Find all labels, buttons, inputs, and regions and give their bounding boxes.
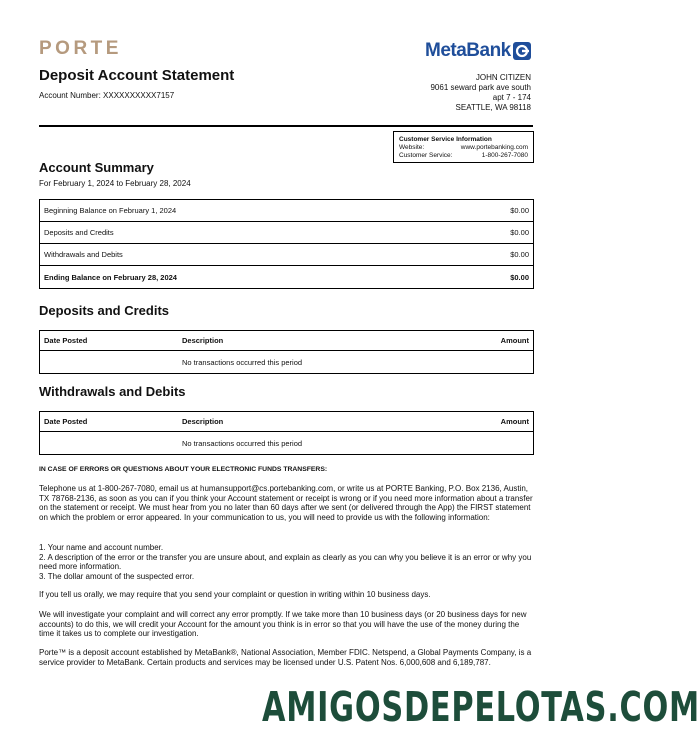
col-date-posted: Date Posted — [44, 336, 88, 345]
metabank-mark-icon — [513, 42, 531, 60]
website-link[interactable]: www.portebanking.com — [460, 144, 528, 151]
errors-paragraph-1: Telephone us at 1-800-267-7080, email us at humansupport@cs.portebanking.com, or write us at PORTE Banking, P.O. Box 2136, Austin, TX 78768-2136, as soon as you can if you think your Account statement or receipt is wrong or if you need more information about a transfer on the statement or receipt. We must hear from you no later than 60 days after we sent (or delivered through the App) the FIRST statement on which the problem or error appeared. In your communication to us, you will need to provide us with the following information: — [39, 484, 533, 522]
table-header — [40, 412, 533, 432]
errors-title-text: IN CASE OF ERRORS OR QUESTIONS ABOUT YOUR ELECTRONIC FUNDS TRANSFERS: — [39, 466, 328, 473]
empty-message: No transactions occurred this period — [182, 357, 303, 367]
col-amount: Amount — [500, 417, 529, 426]
summary-row-ending — [40, 266, 533, 288]
col-date-posted: Date Posted — [44, 417, 88, 426]
metabank-logo — [425, 40, 531, 62]
summary-label: Beginning Balance on February 1, 2024 — [44, 206, 177, 215]
table-header — [40, 331, 533, 351]
list-item: 1. Your name and account number. — [39, 543, 164, 552]
summary-label: Ending Balance on February 28, 2024 — [44, 272, 177, 282]
summary-value: $0.00 — [510, 206, 529, 215]
withdrawals-table — [39, 411, 534, 455]
summary-row-beginning — [40, 200, 533, 222]
errors-paragraph-3: We will investigate your complaint and will correct any error promptly. If we take more than 10 business days (or 20 business days for new accounts) to do this, we will credit your Account for the amount you think is in error so that you will have the use of the money during the time it takes us to complete our investigation. — [39, 610, 527, 638]
table-row — [40, 432, 533, 454]
page-title: Deposit Account Statement — [39, 67, 235, 84]
summary-value: $0.00 — [510, 272, 529, 282]
porte-logo: PORTE — [39, 38, 122, 59]
withdrawals-heading: Withdrawals and Debits — [39, 384, 186, 399]
mailing-address — [430, 73, 531, 113]
customer-service-website-row — [399, 144, 528, 152]
account-number: Account Number: XXXXXXXXXX7157 — [39, 91, 175, 100]
account-summary-heading: Account Summary — [39, 160, 154, 175]
customer-service-phone-row — [399, 152, 528, 160]
statement-period: For February 1, 2024 to February 28, 2024 — [39, 179, 191, 188]
list-item: 3. The dollar amount of the suspected error. — [39, 571, 195, 581]
phone-label: Customer Service: — [399, 152, 453, 159]
address-city: SEATTLE, WA 98118 — [455, 103, 531, 112]
website-label: Website: — [399, 144, 425, 151]
summary-value: $0.00 — [510, 250, 529, 259]
deposits-table — [39, 330, 534, 374]
account-summary-table — [39, 199, 534, 289]
list-item: 2. A description of the error or the transfer you are unsure about, and explain as clearly as you can why you believe it is an error or why you need more information. — [39, 552, 532, 571]
customer-service-title: Customer Service Information — [399, 136, 492, 143]
summary-label: Withdrawals and Debits — [44, 250, 123, 259]
errors-title — [39, 465, 534, 475]
header-divider — [39, 125, 533, 127]
errors-info-list — [39, 543, 534, 581]
address-line2: apt 7 - 174 — [492, 93, 531, 102]
watermark: AMIGOSDEPELOTAS.COM — [262, 683, 700, 731]
empty-message: No transactions occurred this period — [182, 438, 303, 448]
summary-row-deposits — [40, 222, 533, 244]
summary-row-withdrawals — [40, 244, 533, 266]
col-description: Description — [182, 417, 224, 426]
deposits-heading: Deposits and Credits — [39, 303, 170, 318]
errors-paragraph-2: If you tell us orally, we may require that you send your complaint or question in writing within 10 business days. — [39, 590, 431, 599]
address-line1: 9061 seward park ave south — [430, 83, 531, 92]
summary-value: $0.00 — [510, 228, 529, 237]
disclosure-paragraph: Porte™ is a deposit account established by MetaBank®, National Association, Member FDIC. Netspend, a Global Payments Company, is a service provider to MetaBank. Certain products and services may be licensed under U.S. Patent Nos. 6,000,608 and 6,189,787. — [39, 648, 532, 667]
metabank-logo-text: MetaBank — [425, 40, 511, 61]
phone-number: 1-800-267-7080 — [481, 152, 528, 159]
summary-label: Deposits and Credits — [44, 228, 114, 237]
customer-service-box — [393, 131, 534, 163]
col-amount: Amount — [500, 336, 529, 345]
col-description: Description — [182, 336, 224, 345]
address-name: JOHN CITIZEN — [475, 73, 531, 82]
table-row — [40, 351, 533, 373]
